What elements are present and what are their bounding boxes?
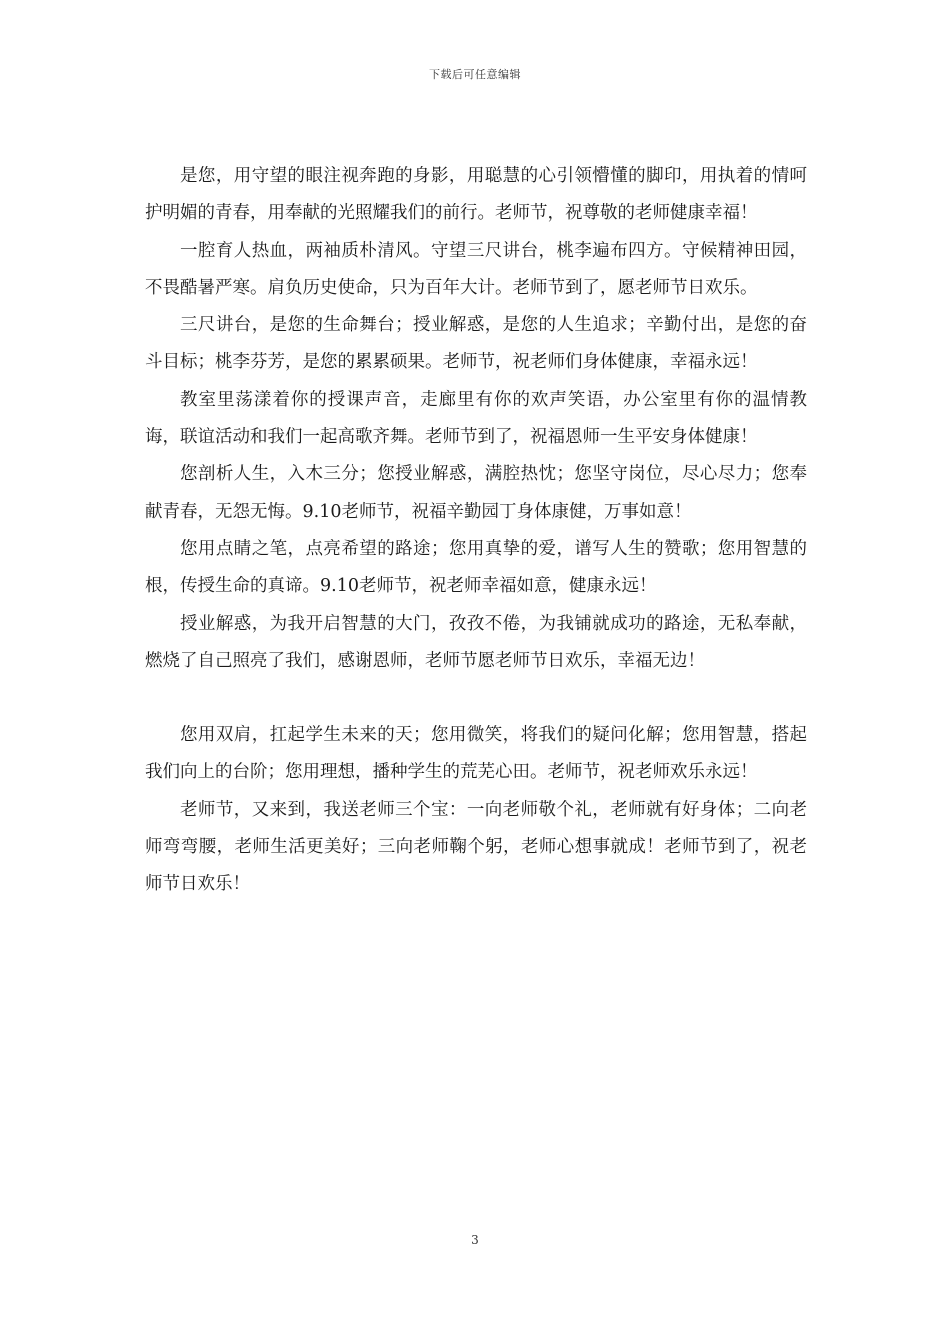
paragraph-9: 老师节，又来到，我送老师三个宝：一向老师敬个礼，老师就有好身体；二向老师弯弯腰，老师生活更美好；三向老师鞠个躬，老师心想事就成！老师节到了，祝老师节日欢乐！: [145, 799, 807, 895]
paragraph-8: 您用双肩，扛起学生未来的天；您用微笑，将我们的疑问化解；您用智慧，搭起我们向上的台阶；您用理想，播种学生的荒芜心田。老师节，祝老师欢乐永远！: [145, 725, 807, 783]
document-body: [145, 158, 807, 904]
paragraph-5: 您剖析人生，入木三分；您授业解惑，满腔热忱；您坚守岗位，尽心尽力；您奉献青春，无怨无悔。9.10老师节，祝福辛勤园丁身体康健，万事如意！: [145, 464, 807, 522]
paragraph-6: 您用点睛之笔，点亮希望的路途；您用真挚的爱，谱写人生的赞歌；您用智慧的根，传授生命的真谛。9.10老师节，祝老师幸福如意，健康永远！: [145, 538, 807, 597]
paragraph-4: 教室里荡漾着你的授课声音，走廊里有你的欢声笑语，办公室里有你的温情教诲，联谊活动和我们一起高歌齐舞。老师节到了，祝福恩师一生平安身体健康！: [145, 389, 807, 448]
page-number: 3: [471, 1233, 479, 1247]
paragraph-gap: [145, 680, 807, 717]
paragraph-2: 一腔育人热血，两袖质朴清风。守望三尺讲台，桃李遍布四方。守候精神田园，不畏酷暑严寒。肩负历史使命，只为百年大计。老师节到了，愿老师节日欢乐。: [145, 240, 807, 298]
paragraph-3: 三尺讲台，是您的生命舞台；授业解惑，是您的人生追求；辛勤付出，是您的奋斗目标；桃李芬芳，是您的累累硕果。老师节，祝老师们身体健康，幸福永远！: [145, 315, 807, 373]
paragraph-7: 授业解惑，为我开启智慧的大门，孜孜不倦，为我铺就成功的路途，无私奉献，燃烧了自己照亮了我们，感谢恩师，老师节愿老师节日欢乐，幸福无边！: [145, 613, 807, 671]
paragraph-1: 是您，用守望的眼注视奔跑的身影，用聪慧的心引领懵懂的脚印，用执着的情呵护明媚的青春，用奉献的光照耀我们的前行。老师节，祝尊敬的老师健康幸福！: [145, 166, 807, 224]
page-header: 下载后可任意编辑: [429, 68, 521, 81]
